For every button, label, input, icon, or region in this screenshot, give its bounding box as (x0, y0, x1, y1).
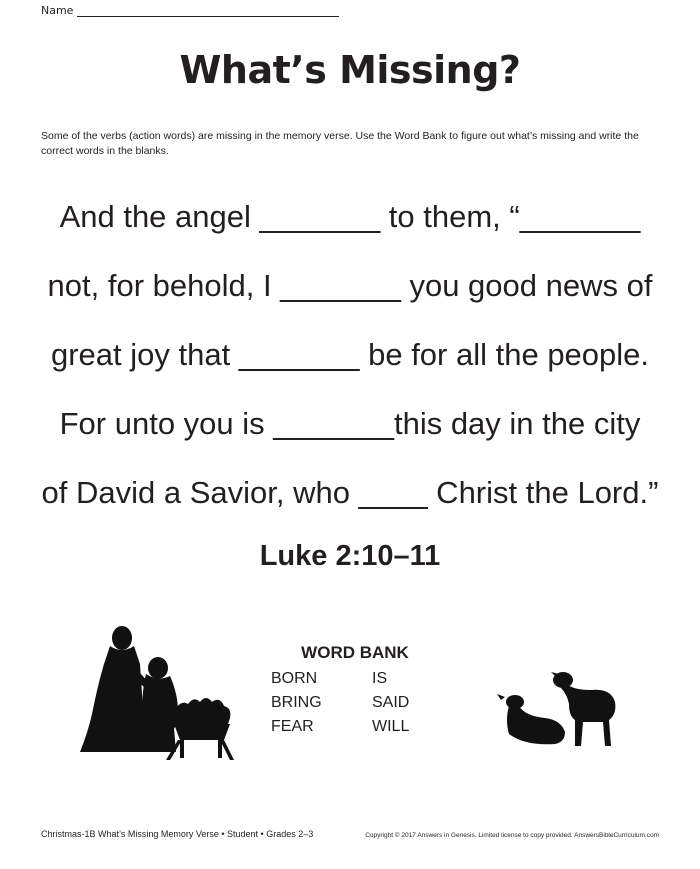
word-bank-word: FEAR (271, 718, 314, 735)
sheep-silhouette-icon (495, 670, 623, 752)
name-label: Name (41, 4, 74, 17)
footer-copyright: Copyright © 2017 Answers in Genesis. Limited license to copy provided. AnswersBibleCurriculum.com (365, 832, 659, 839)
verse-line-4: For unto you is _______this day in the city (59, 406, 641, 441)
verse-line-2: not, for behold, I _______ you good news of (47, 268, 653, 303)
word-bank-word: WILL (372, 718, 410, 735)
verse-reference: Luke 2:10–11 (259, 540, 441, 572)
verse-line-3: great joy that _______ be for all the people. (50, 337, 650, 372)
word-bank-title: WORD BANK (301, 643, 409, 662)
word-bank-list (262, 670, 442, 736)
verse-line-5: of David a Savior, who ____ Christ the Lord.” (41, 475, 659, 510)
instructions-text: Some of the verbs (action words) are missing in the memory verse. Use the Word Bank to figure out what’s missing and write the correct words in the blanks. (41, 130, 639, 157)
nativity-silhouette-icon (78, 624, 236, 762)
name-field[interactable] (41, 4, 339, 17)
footer-course-info: Christmas-1B What’s Missing Memory Verse • Student • Grades 2–3 (41, 829, 314, 839)
page-title: What’s Missing? (179, 48, 521, 92)
name-blank-line[interactable] (77, 6, 339, 17)
memory-verse (0, 192, 700, 537)
verse-line-1: And the angel _______ to them, “_______ (59, 199, 641, 234)
word-bank-word: BRING (271, 694, 322, 711)
word-bank-word: BORN (271, 670, 318, 687)
word-bank-word: IS (372, 670, 388, 687)
word-bank (262, 643, 442, 736)
word-bank-word: SAID (372, 694, 410, 711)
